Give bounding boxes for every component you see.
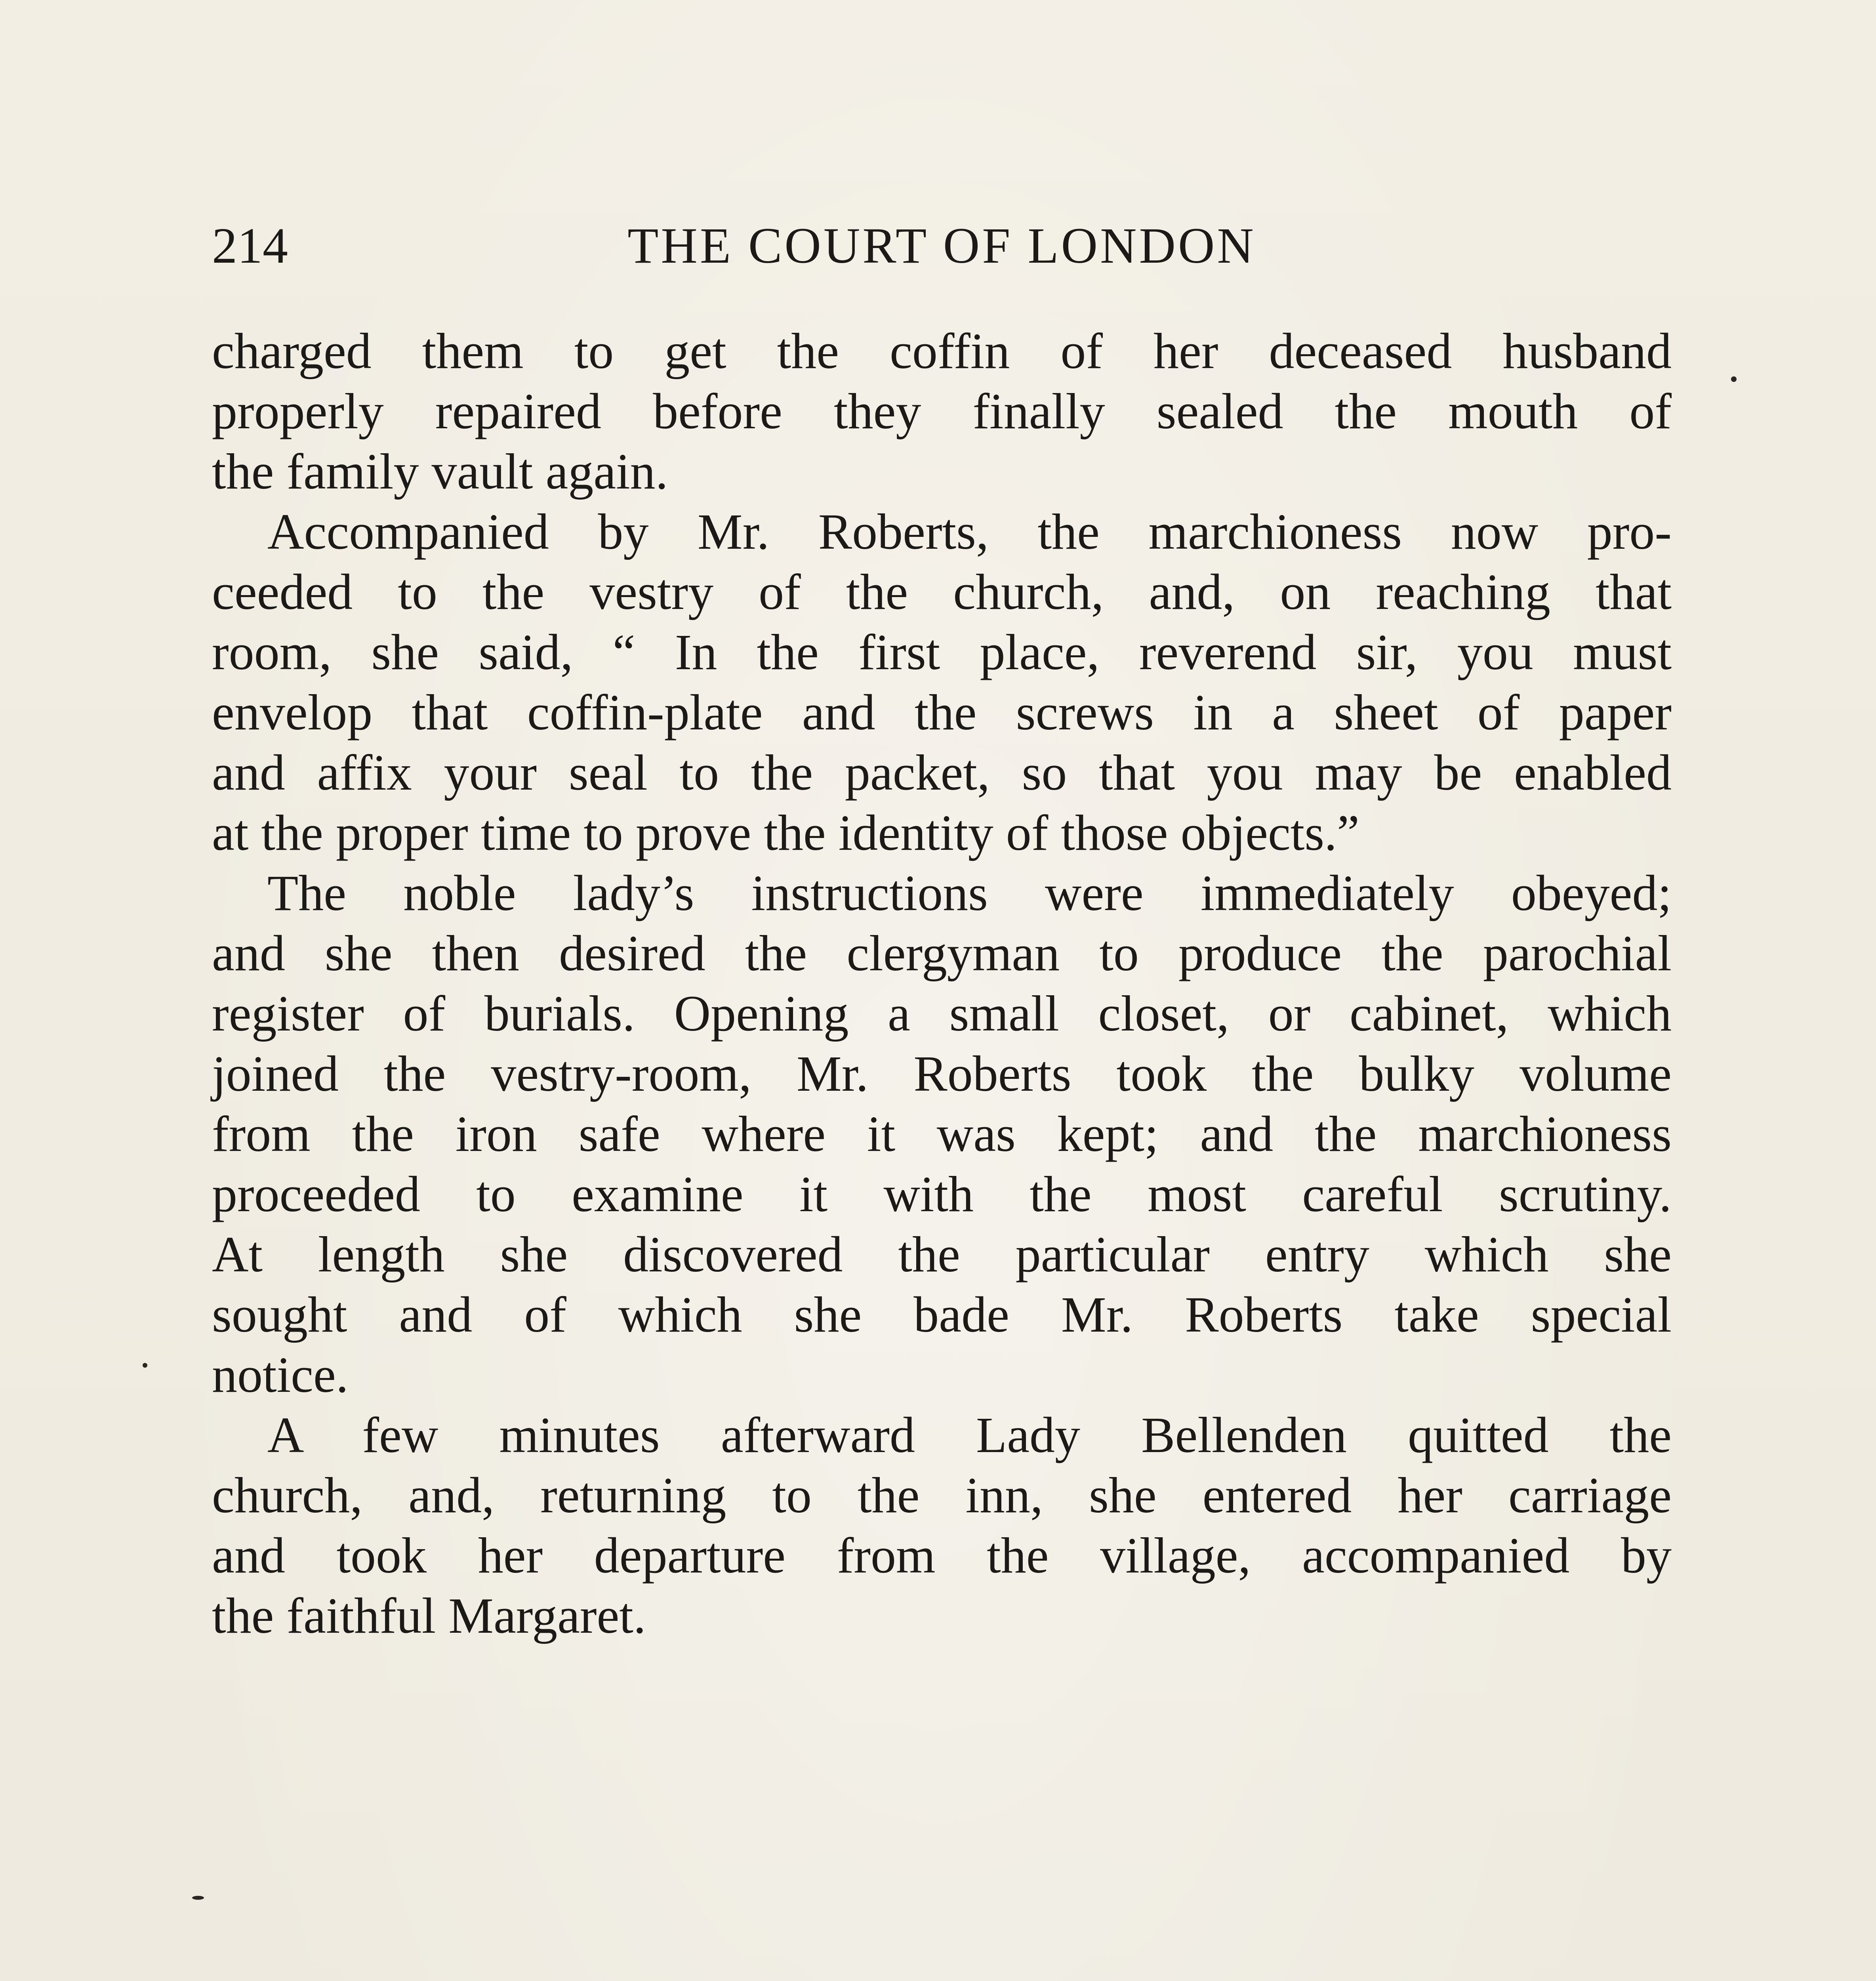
page-header [212, 214, 1672, 277]
text-line: Accompanied by Mr. Roberts, the marchioness now pro- [267, 504, 1672, 560]
text-line: ceeded to the vestry of the church, and, on reaching that [212, 564, 1672, 620]
text-line: and took her departure from the village, accompanied by [212, 1527, 1672, 1584]
text-line: register of burials. Opening a small closet, or cabinet, which [212, 985, 1672, 1042]
running-head: THE COURT OF LONDON [627, 218, 1256, 274]
paper-speck [1731, 376, 1737, 382]
text-line: church, and, returning to the inn, she entered her carriage [212, 1467, 1672, 1523]
paper-speck [143, 1363, 147, 1368]
text-line: A few minutes afterward Lady Bellenden quitted the [267, 1407, 1672, 1463]
text-line: envelop that coffin-plate and the screws in a sheet of paper [212, 684, 1672, 740]
text-line: and affix your seal to the packet, so that you may be enabled [212, 744, 1672, 801]
text-line: joined the vestry-room, Mr. Roberts took the bulky volume [212, 1046, 1672, 1102]
body-text [212, 321, 1672, 1646]
text-line: from the iron safe where it was kept; and the marchioness [212, 1106, 1672, 1162]
text-line: notice. [212, 1347, 349, 1403]
paper-speck [192, 1896, 204, 1900]
text-line: at the proper time to prove the identity of those objects.” [212, 805, 1359, 861]
text-line: sought and of which she bade Mr. Roberts take special [212, 1286, 1672, 1343]
text-line: properly repaired before they finally sealed the mouth of [212, 383, 1672, 439]
text-line: and she then desired the clergyman to produce the parochial [212, 925, 1672, 981]
text-line: At length she discovered the particular entry which she [212, 1226, 1672, 1282]
page-number: 214 [212, 218, 288, 274]
text-line: charged them to get the coffin of her deceased husband [212, 323, 1672, 379]
text-line: proceeded to examine it with the most careful scrutiny. [212, 1166, 1672, 1222]
text-line: room, she said, “ In the first place, reverend sir, you must [212, 624, 1672, 680]
text-line: The noble lady’s instructions were immediately obeyed; [267, 865, 1672, 921]
text-line: the family vault again. [212, 443, 668, 500]
text-line: the faithful Margaret. [212, 1588, 646, 1644]
